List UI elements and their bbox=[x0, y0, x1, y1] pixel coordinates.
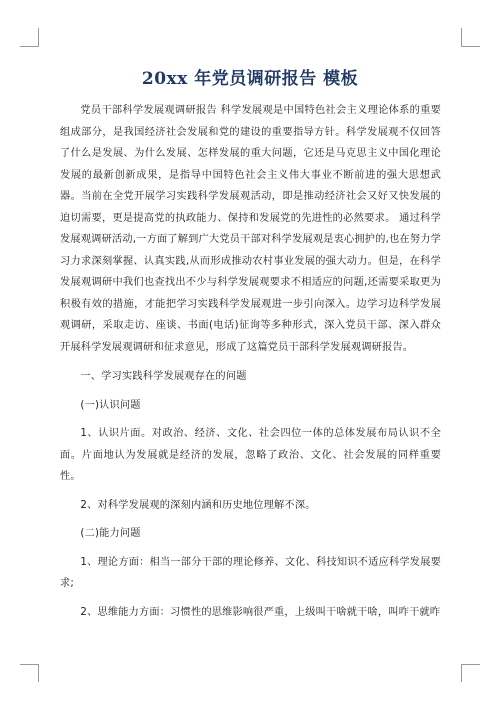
subsection-heading: (一)认识问题 bbox=[80, 399, 141, 411]
crop-mark-top-left bbox=[20, 46, 39, 47]
crop-mark-top-right bbox=[461, 28, 462, 46]
crop-mark-bottom-right bbox=[461, 664, 462, 682]
crop-mark-bottom-left bbox=[38, 664, 39, 682]
paragraph-intro: 党员干部科学发展观调研报告 科学发展观是中国特色社会主义理论体系的重要组成部分，是我国经济社会发展和党的建设的重要指导方针。科学发展观不仅回答了什么是发展、为什么发展、怎样发展的重大问题，它还是马克思主义中国化理论发展的最新创新成果，是指导中国特色社会主义伟大事业不断前进的强大思想武器。当前在全党开展学习实践科学发展观活动，即是推动经济社会又好又快发展的迫切需要，更是提高党的执政能力、保持和发展党的先进性的必然要求。 通过科学发展观调研活动,一方面了解到广大党员干部对科学发展观是衷心拥护的,也在努力学习力求深刻掌握、认真实践,从而形成推动农村事业发展的强大动力。但是，在科学发展观调研中我们也查找出不少与科学发展观要求不相适应的问题,还需要采取更为积极有效的措施，才能把学习实践科学发展观进一步引向深入。边学习边科学发展观调研，采取走访、座谈、书面(电话)征询等多种形式，深入党员干部、深入群众开展科学发展观调研和征求意见，形成了这篇党员干部科学发展观调研报告。 bbox=[60, 105, 441, 353]
paragraph: 1、理论方面：相当一部分干部的理论修养、文化、科技知识不适应科学发展要求; bbox=[60, 556, 441, 589]
paragraph: 2、对科学发展观的深刻内涵和历史地位理解不深。 bbox=[80, 499, 316, 511]
document-title: 20xx 年党员调研报告 模板 bbox=[141, 69, 359, 89]
paragraph: 1、认识片面。对政治、经济、文化、社会四位一体的总体发展布局认识不全面。片面地认为发展就是经济的发展，忽略了政治、文化、社会发展的同样重要性。 bbox=[60, 428, 441, 482]
crop-mark-top-right bbox=[461, 46, 480, 47]
document-body bbox=[60, 100, 441, 630]
crop-mark-top-left bbox=[38, 28, 39, 46]
crop-mark-bottom-right bbox=[461, 664, 480, 665]
section-heading: 一、学习实践科学发展观存在的问题 bbox=[80, 371, 247, 382]
paragraph: 2、思维能力方面：习惯性的思维影响很严重，上级叫干啥就干啥，叫咋干就咋 bbox=[80, 606, 441, 618]
crop-mark-bottom-left bbox=[20, 664, 39, 665]
subsection-heading: (二)能力问题 bbox=[80, 528, 141, 539]
